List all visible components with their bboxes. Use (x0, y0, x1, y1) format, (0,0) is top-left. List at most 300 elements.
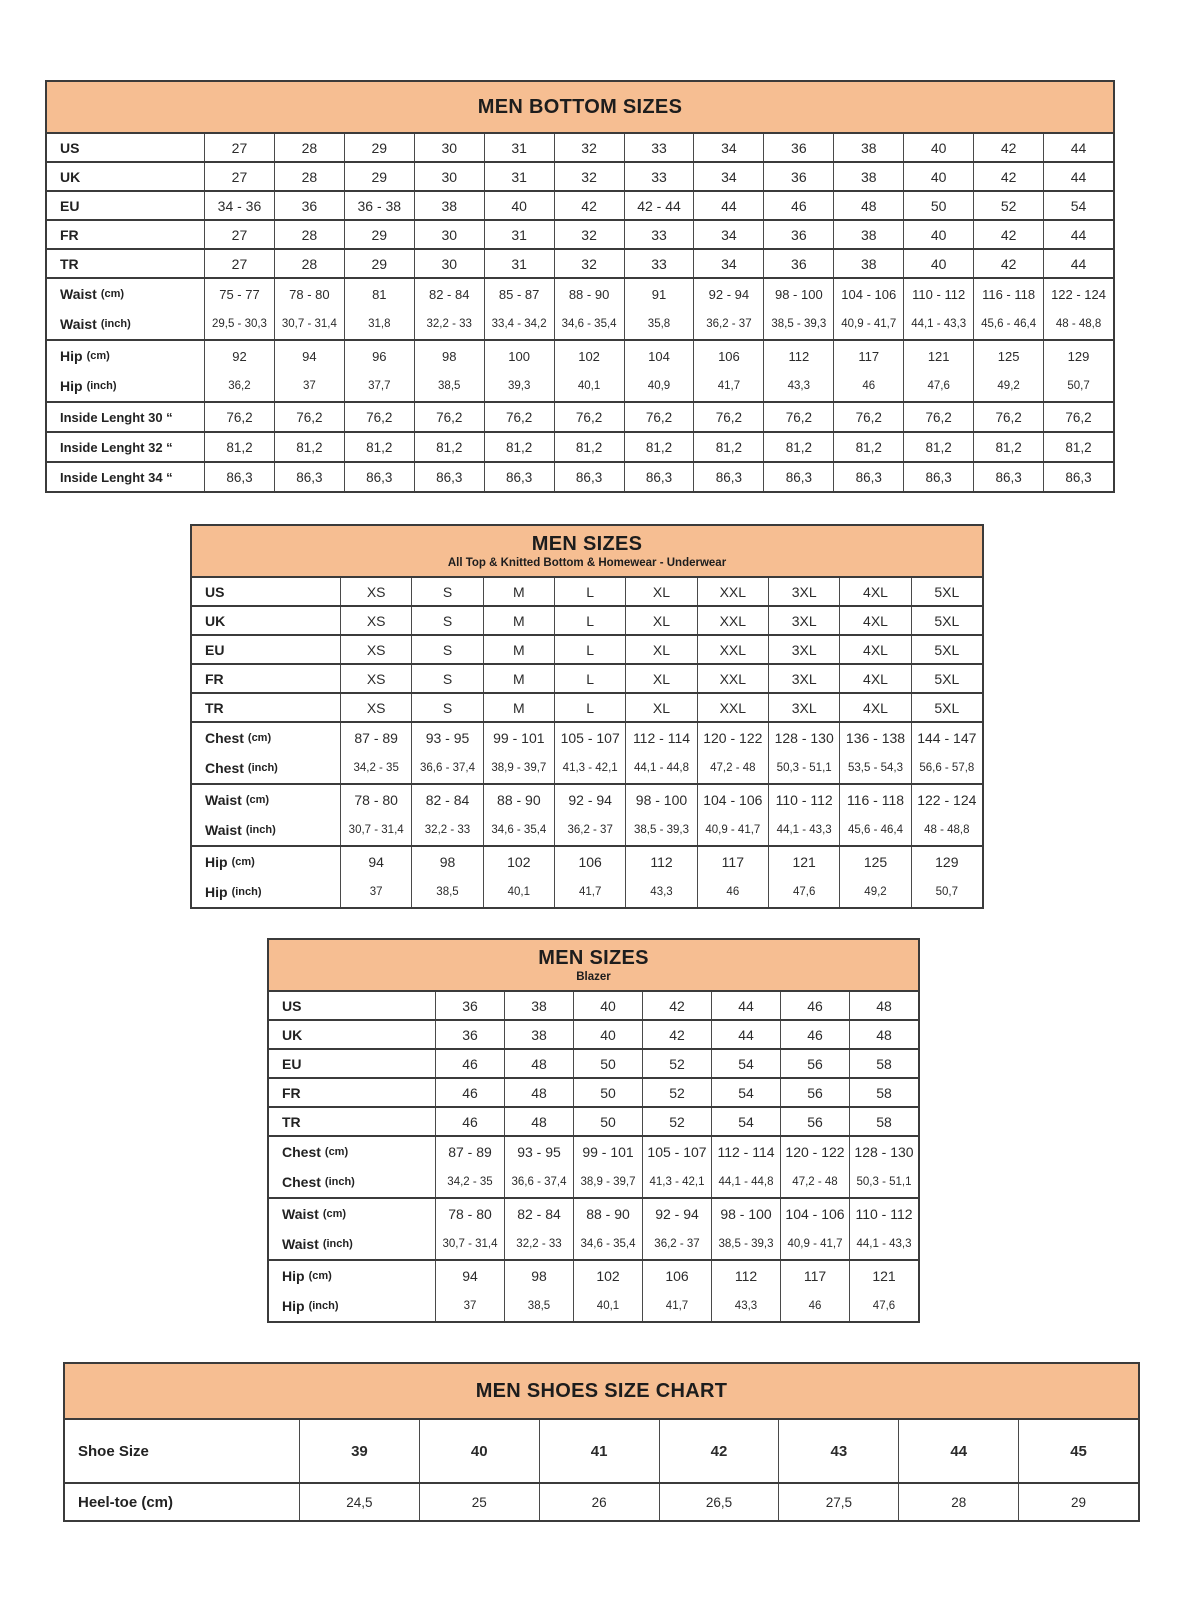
value-cell: 82 - 84 (411, 785, 482, 815)
value-cell: 86,3 (833, 463, 903, 491)
value-cell: 30 (414, 250, 484, 277)
row-label-text: FR (282, 1084, 301, 1101)
table-body (192, 578, 982, 907)
value-cell: 5XL (911, 607, 982, 634)
value-cell: 110 - 112 (849, 1199, 918, 1229)
row-group (47, 248, 1113, 277)
value-cell: 76,2 (484, 403, 554, 431)
value-cell: XS (340, 578, 411, 605)
table-header-band (47, 82, 1113, 134)
value-cell: 32 (554, 134, 624, 161)
value-cell: XL (625, 665, 696, 692)
row-label-text: US (60, 139, 80, 156)
table-row (192, 847, 982, 877)
value-cell: 38 (833, 250, 903, 277)
value-cell: 32 (554, 221, 624, 248)
value-cell: 49,2 (839, 877, 910, 907)
value-cell: 44 (711, 1021, 780, 1048)
value-cell: XS (340, 694, 411, 721)
row-group (47, 219, 1113, 248)
value-cell: 29,5 - 30,3 (204, 309, 274, 339)
value-cell: M (483, 694, 554, 721)
value-cell: 40,9 - 41,7 (833, 309, 903, 339)
value-cell: 38,5 (504, 1291, 573, 1321)
value-cell: 41 (539, 1420, 659, 1482)
value-cell: 48 (504, 1050, 573, 1077)
value-cell: 112 - 114 (711, 1137, 780, 1167)
value-cell: 88 - 90 (483, 785, 554, 815)
table-row (192, 607, 982, 634)
value-cell: 45,6 - 46,4 (839, 815, 910, 845)
value-cell: 34 (693, 134, 763, 161)
value-cell: 106 (642, 1261, 711, 1291)
value-cell: 78 - 80 (340, 785, 411, 815)
value-cell: 36,6 - 37,4 (504, 1167, 573, 1197)
value-cell: 54 (711, 1079, 780, 1106)
value-cell: M (483, 607, 554, 634)
table-row (47, 221, 1113, 248)
value-cell: 36,6 - 37,4 (411, 753, 482, 783)
value-cell: 46 (435, 1050, 504, 1077)
row-label (192, 723, 340, 753)
value-cell: 36 (435, 1021, 504, 1048)
value-cell: 92 - 94 (693, 279, 763, 309)
row-label (269, 1137, 435, 1167)
table-row (269, 1079, 918, 1106)
row-group (192, 845, 982, 907)
value-cell: 28 (274, 163, 344, 190)
value-cell: M (483, 578, 554, 605)
row-label-unit: (inch) (231, 886, 262, 898)
value-cell: 104 - 106 (833, 279, 903, 309)
value-cell: 46 (833, 371, 903, 401)
row-group (269, 1197, 918, 1259)
table-row (192, 785, 982, 815)
value-cell: 144 - 147 (911, 723, 982, 753)
value-cell: 28 (274, 221, 344, 248)
value-cell: S (411, 578, 482, 605)
row-label-text: Waist (205, 822, 242, 838)
row-label-text: EU (205, 641, 225, 658)
value-cell: 52 (642, 1108, 711, 1135)
value-cell: 52 (642, 1079, 711, 1106)
row-label (269, 1021, 435, 1048)
value-cell: 37 (340, 877, 411, 907)
table-row (269, 992, 918, 1019)
value-cell: 32,2 - 33 (414, 309, 484, 339)
value-cell: 81,2 (693, 433, 763, 461)
value-cell: 120 - 122 (780, 1137, 849, 1167)
value-cell: 36 (763, 221, 833, 248)
value-cell: 44,1 - 43,3 (849, 1229, 918, 1259)
value-cell: 81,2 (624, 433, 694, 461)
value-cell: 54 (711, 1050, 780, 1077)
table-row (192, 723, 982, 753)
row-label-text: Waist (282, 1236, 319, 1252)
row-label-unit: (inch) (86, 380, 117, 392)
value-cell: XXL (697, 578, 768, 605)
value-cell: 81,2 (484, 433, 554, 461)
value-cell: 81 (344, 279, 414, 309)
men-shoes-size-table (63, 1362, 1140, 1522)
value-cell: 34 (693, 163, 763, 190)
value-cell: 44 (1043, 250, 1113, 277)
value-cell: 87 - 89 (340, 723, 411, 753)
value-cell: S (411, 607, 482, 634)
value-cell: 30 (414, 163, 484, 190)
value-cell: 40,1 (554, 371, 624, 401)
value-cell: 81,2 (414, 433, 484, 461)
value-cell: 38,5 (414, 371, 484, 401)
value-cell: L (554, 607, 625, 634)
value-cell: 27 (204, 250, 274, 277)
value-cell: 40 (903, 163, 973, 190)
value-cell: 117 (833, 341, 903, 371)
value-cell: XXL (697, 665, 768, 692)
row-label (269, 1291, 435, 1321)
row-label-text: Waist (60, 286, 97, 302)
row-label (65, 1420, 299, 1482)
value-cell: 58 (849, 1079, 918, 1106)
row-label (47, 163, 204, 190)
value-cell: 32 (554, 250, 624, 277)
value-cell: 56 (780, 1108, 849, 1135)
row-group (269, 1259, 918, 1321)
row-label (65, 1484, 299, 1520)
value-cell: 48 (849, 1021, 918, 1048)
row-label-text: Chest (282, 1144, 321, 1160)
value-cell: 38,5 (411, 877, 482, 907)
row-label (192, 877, 340, 907)
value-cell: 112 (711, 1261, 780, 1291)
value-cell: 86,3 (693, 463, 763, 491)
value-cell: 3XL (768, 607, 839, 634)
row-label (47, 341, 204, 371)
value-cell: 36,2 - 37 (642, 1229, 711, 1259)
value-cell: 75 - 77 (204, 279, 274, 309)
value-cell: L (554, 694, 625, 721)
value-cell: S (411, 665, 482, 692)
row-label-unit: (inch) (308, 1300, 339, 1312)
row-label-text: Chest (205, 760, 244, 776)
value-cell: 38,5 - 39,3 (763, 309, 833, 339)
table-row (192, 636, 982, 663)
value-cell: 42 - 44 (624, 192, 694, 219)
value-cell: XL (625, 578, 696, 605)
value-cell: 27 (204, 134, 274, 161)
value-cell: 44 (1043, 163, 1113, 190)
value-cell: 43 (778, 1420, 898, 1482)
value-cell: 125 (973, 341, 1043, 371)
value-cell: 42 (659, 1420, 779, 1482)
value-cell: 58 (849, 1108, 918, 1135)
table-row (47, 341, 1113, 371)
value-cell: 49,2 (973, 371, 1043, 401)
row-label-text: UK (282, 1026, 303, 1043)
row-group (269, 1135, 918, 1197)
value-cell: 32,2 - 33 (411, 815, 482, 845)
value-cell: S (411, 694, 482, 721)
value-cell: 76,2 (763, 403, 833, 431)
value-cell: 36 (274, 192, 344, 219)
row-label-text: EU (282, 1055, 302, 1072)
value-cell: 98 - 100 (763, 279, 833, 309)
value-cell: 38 (504, 992, 573, 1019)
value-cell: 76,2 (344, 403, 414, 431)
value-cell: 24,5 (299, 1484, 419, 1520)
value-cell: 86,3 (763, 463, 833, 491)
value-cell: 43,3 (763, 371, 833, 401)
value-cell: 36 (763, 134, 833, 161)
row-label (269, 1229, 435, 1259)
men-bottom-sizes-table (45, 80, 1115, 493)
value-cell: 54 (711, 1108, 780, 1135)
table-header-band (269, 940, 918, 992)
value-cell: 46 (780, 1291, 849, 1321)
value-cell: 40 (484, 192, 554, 219)
value-cell: 25 (419, 1484, 539, 1520)
row-group (65, 1482, 1138, 1520)
row-group (47, 401, 1113, 431)
table-row (269, 1199, 918, 1229)
table-row (47, 433, 1113, 461)
value-cell: 50,3 - 51,1 (849, 1167, 918, 1197)
table-row (47, 309, 1113, 339)
value-cell: 29 (1018, 1484, 1138, 1520)
value-cell: 48 - 48,8 (911, 815, 982, 845)
value-cell: 121 (903, 341, 973, 371)
value-cell: 27 (204, 221, 274, 248)
value-cell: 105 - 107 (642, 1137, 711, 1167)
value-cell: XS (340, 665, 411, 692)
value-cell: 82 - 84 (504, 1199, 573, 1229)
men-sizes-blazer-table (267, 938, 920, 1323)
value-cell: 56 (780, 1079, 849, 1106)
value-cell: 42 (973, 134, 1043, 161)
value-cell: 30 (414, 134, 484, 161)
value-cell: 78 - 80 (435, 1199, 504, 1229)
value-cell: 34,2 - 35 (435, 1167, 504, 1197)
value-cell: 86,3 (204, 463, 274, 491)
value-cell: L (554, 665, 625, 692)
value-cell: 38 (504, 1021, 573, 1048)
value-cell: 94 (340, 847, 411, 877)
value-cell: 44 (898, 1420, 1018, 1482)
value-cell: 86,3 (624, 463, 694, 491)
value-cell: 32 (554, 163, 624, 190)
row-label (192, 847, 340, 877)
value-cell: 36 (435, 992, 504, 1019)
table-row (47, 463, 1113, 491)
table-row (47, 163, 1113, 190)
row-label-text: Inside Lenght 32 “ (60, 439, 173, 455)
value-cell: 106 (693, 341, 763, 371)
row-label-text: Hip (205, 884, 228, 900)
value-cell: 76,2 (204, 403, 274, 431)
row-label-text: US (282, 997, 302, 1014)
value-cell: 50 (573, 1050, 642, 1077)
value-cell: 3XL (768, 636, 839, 663)
value-cell: 76,2 (624, 403, 694, 431)
value-cell: 52 (973, 192, 1043, 219)
value-cell: 33 (624, 250, 694, 277)
row-group (269, 992, 918, 1019)
value-cell: 76,2 (1043, 403, 1113, 431)
row-label-text: Shoe Size (78, 1442, 149, 1460)
row-label-text: UK (205, 612, 226, 629)
value-cell: 42 (973, 163, 1043, 190)
value-cell: 104 - 106 (780, 1199, 849, 1229)
value-cell: 110 - 112 (903, 279, 973, 309)
value-cell: 117 (780, 1261, 849, 1291)
value-cell: 76,2 (833, 403, 903, 431)
value-cell: 32,2 - 33 (504, 1229, 573, 1259)
value-cell: 43,3 (711, 1291, 780, 1321)
value-cell: XS (340, 607, 411, 634)
value-cell: 50 (573, 1079, 642, 1106)
row-label-text: Inside Lenght 30 “ (60, 409, 173, 425)
row-label (192, 694, 340, 721)
value-cell: 76,2 (693, 403, 763, 431)
value-cell: 42 (642, 1021, 711, 1048)
value-cell: 76,2 (414, 403, 484, 431)
value-cell: 5XL (911, 665, 982, 692)
table-row (192, 753, 982, 783)
value-cell: 98 (414, 341, 484, 371)
value-cell: 100 (484, 341, 554, 371)
value-cell: 120 - 122 (697, 723, 768, 753)
value-cell: 88 - 90 (554, 279, 624, 309)
value-cell: 28 (274, 250, 344, 277)
value-cell: 81,2 (344, 433, 414, 461)
value-cell: 102 (573, 1261, 642, 1291)
value-cell: 122 - 124 (911, 785, 982, 815)
value-cell: 50 (903, 192, 973, 219)
value-cell: 31 (484, 250, 554, 277)
table-row (192, 694, 982, 721)
value-cell: 31 (484, 163, 554, 190)
value-cell: 36,2 - 37 (554, 815, 625, 845)
row-label-text: Chest (282, 1174, 321, 1190)
value-cell: 76,2 (274, 403, 344, 431)
value-cell: 4XL (839, 578, 910, 605)
value-cell: 31,8 (344, 309, 414, 339)
value-cell: 81,2 (204, 433, 274, 461)
value-cell: 29 (344, 250, 414, 277)
value-cell: XXL (697, 694, 768, 721)
table-row (47, 279, 1113, 309)
value-cell: 48 (504, 1108, 573, 1135)
value-cell: 54 (1043, 192, 1113, 219)
value-cell: 50 (573, 1108, 642, 1135)
table-row (269, 1229, 918, 1259)
row-group (47, 339, 1113, 401)
row-label-text: FR (60, 226, 79, 243)
row-label-text: Hip (205, 854, 228, 870)
table-body (269, 992, 918, 1321)
value-cell: 41,7 (554, 877, 625, 907)
table-row (269, 1137, 918, 1167)
value-cell: 38,9 - 39,7 (573, 1167, 642, 1197)
value-cell: 56,6 - 57,8 (911, 753, 982, 783)
value-cell: 44 (693, 192, 763, 219)
value-cell: 86,3 (274, 463, 344, 491)
value-cell: 58 (849, 1050, 918, 1077)
value-cell: 35,8 (624, 309, 694, 339)
value-cell: 40 (573, 1021, 642, 1048)
value-cell: 47,6 (768, 877, 839, 907)
value-cell: 106 (554, 847, 625, 877)
table-row (269, 1050, 918, 1077)
table-header-band (65, 1364, 1138, 1420)
row-group (192, 721, 982, 783)
value-cell: 86,3 (344, 463, 414, 491)
value-cell: 27,5 (778, 1484, 898, 1520)
value-cell: 38 (833, 221, 903, 248)
row-group (47, 134, 1113, 161)
row-label (47, 371, 204, 401)
value-cell: 92 - 94 (554, 785, 625, 815)
value-cell: 125 (839, 847, 910, 877)
row-label-text: Inside Lenght 34 “ (60, 469, 173, 485)
value-cell: 47,6 (849, 1291, 918, 1321)
row-label (269, 992, 435, 1019)
row-label-unit: (inch) (324, 1176, 355, 1188)
row-label-text: TR (282, 1113, 301, 1130)
row-label (47, 134, 204, 161)
value-cell: L (554, 636, 625, 663)
value-cell: 27 (204, 163, 274, 190)
row-label (47, 403, 204, 431)
value-cell: M (483, 636, 554, 663)
value-cell: 31 (484, 221, 554, 248)
value-cell: 98 - 100 (625, 785, 696, 815)
table-row (269, 1167, 918, 1197)
value-cell: 122 - 124 (1043, 279, 1113, 309)
row-label (47, 192, 204, 219)
row-group (269, 1019, 918, 1048)
value-cell: 76,2 (903, 403, 973, 431)
table-body (47, 134, 1113, 491)
value-cell: 4XL (839, 607, 910, 634)
value-cell: XXL (697, 607, 768, 634)
value-cell: 41,7 (642, 1291, 711, 1321)
value-cell: 50,3 - 51,1 (768, 753, 839, 783)
row-label (47, 309, 204, 339)
value-cell: 116 - 118 (973, 279, 1043, 309)
row-label-text: EU (60, 197, 80, 214)
row-label-text: UK (60, 168, 81, 185)
table-row (47, 192, 1113, 219)
table-row (269, 1108, 918, 1135)
row-label (269, 1108, 435, 1135)
value-cell: 37,7 (344, 371, 414, 401)
row-label (192, 607, 340, 634)
value-cell: 5XL (911, 578, 982, 605)
value-cell: 81,2 (1043, 433, 1113, 461)
row-group (47, 161, 1113, 190)
value-cell: 31 (484, 134, 554, 161)
value-cell: 121 (768, 847, 839, 877)
value-cell: 44 (1043, 134, 1113, 161)
table-row (192, 578, 982, 605)
value-cell: 44,1 - 44,8 (625, 753, 696, 783)
value-cell: 129 (1043, 341, 1113, 371)
value-cell: 48 (849, 992, 918, 1019)
value-cell: 33,4 - 34,2 (484, 309, 554, 339)
value-cell: 36 (763, 163, 833, 190)
value-cell: 81,2 (274, 433, 344, 461)
